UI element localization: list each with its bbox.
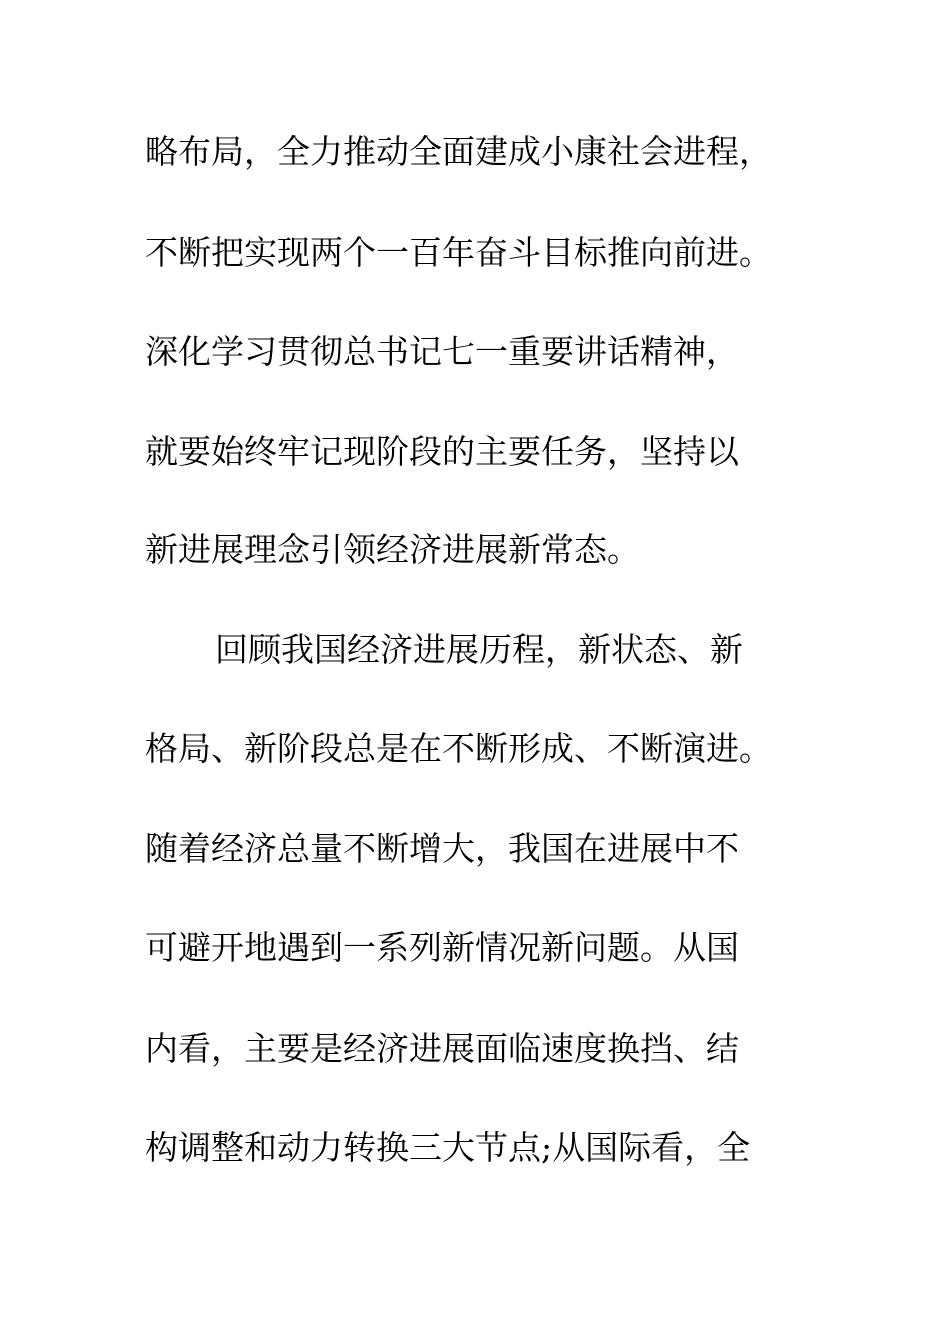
text-line-2: 不断把实现两个一百年奋斗目标推向前进。 — [145, 233, 772, 272]
text-line-3: 深化学习贯彻总书记七一重要讲话精神， — [145, 332, 739, 371]
text-line-7: 格局、新阶段总是在不断形成、不断演进。 — [145, 729, 772, 768]
text-line-10: 内看，主要是经济进展面临速度换挡、结 — [145, 1029, 739, 1068]
text-line-1: 略布局，全力推动全面建成小康社会进程， — [145, 132, 772, 171]
text-line-5: 新进展理念引领经济进展新常态。 — [145, 530, 640, 569]
text-line-8: 随着经济总量不断增大，我国在进展中不 — [145, 829, 739, 868]
paragraph-start-line: 回顾我国经济进展历程，新状态、新 — [215, 630, 743, 669]
text-line-9: 可避开地遇到一系列新情况新问题。从国 — [145, 928, 739, 967]
text-line-11: 构调整和动力转换三大节点;从国际看，全 — [145, 1128, 751, 1167]
text-line-4: 就要始终牢记现阶段的主要任务，坚持以 — [145, 432, 739, 471]
